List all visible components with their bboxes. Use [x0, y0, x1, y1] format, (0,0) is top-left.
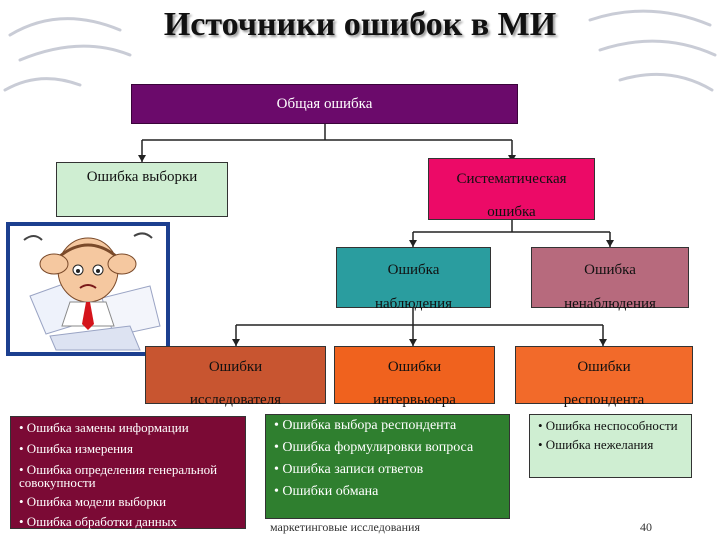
list-item: • Ошибка обработки данных: [19, 514, 177, 529]
box-systematic-error: [428, 158, 595, 220]
box-interviewer-errors-line2: интервьюера: [373, 392, 456, 408]
box-nonobservation-error-line2: ненаблюдения: [564, 296, 656, 312]
stressed-man-clipart: [6, 222, 170, 356]
stressed-man-image: [10, 226, 166, 352]
box-respondent-errors-line2: респондента: [563, 392, 645, 408]
list-item: • Ошибки обмана: [274, 484, 379, 499]
box-sampling-error: [56, 162, 228, 217]
list-interviewer-errors: [265, 414, 510, 519]
box-nonobservation-error-line1: Ошибка: [584, 262, 636, 278]
box-general-error: [131, 84, 518, 124]
list-researcher-errors: [10, 416, 246, 529]
list-item: • Ошибка неспособности: [538, 418, 678, 433]
list-item: • Ошибка записи ответов: [274, 462, 424, 477]
box-researcher-errors-line2: исследователя: [189, 392, 282, 408]
box-systematic-error-line1: Систематическая: [456, 171, 567, 187]
list-respondent-errors: [529, 414, 692, 478]
box-interviewer-errors-line1: Ошибки: [387, 359, 442, 375]
list-item: • Ошибка нежелания: [538, 437, 654, 452]
box-sampling-error-label: Ошибка выборки: [86, 169, 198, 185]
list-item: • Ошибка определения генеральной совокупности: [19, 462, 218, 490]
box-respondent-errors: [515, 346, 693, 408]
box-general-error-label: Общая ошибка: [276, 96, 373, 112]
box-interviewer-errors: [334, 346, 495, 408]
slide-title: Источники ошибок в МИ: [163, 6, 557, 43]
box-researcher-errors: [145, 346, 326, 408]
list-item: • Ошибка модели выборки: [19, 494, 167, 509]
list-item: • Ошибка формулировки вопроса: [274, 440, 474, 455]
page-number: 40: [640, 520, 652, 534]
footer-text: маркетинговые исследования: [270, 520, 420, 534]
box-systematic-error-line2: ошибка: [487, 204, 536, 220]
list-item: • Ошибка измерения: [19, 441, 133, 456]
list-item: • Ошибка выбора респондента: [274, 418, 457, 433]
box-respondent-errors-line1: Ошибки: [577, 359, 631, 375]
list-item: • Ошибка замены информации: [19, 420, 189, 435]
box-nonobservation-error: [531, 247, 689, 312]
box-researcher-errors-line1: Ошибки: [208, 359, 263, 375]
box-observation-error-line1: Ошибка: [387, 262, 440, 278]
box-observation-error-line2: наблюдения: [374, 296, 453, 312]
box-observation-error: [336, 247, 491, 312]
